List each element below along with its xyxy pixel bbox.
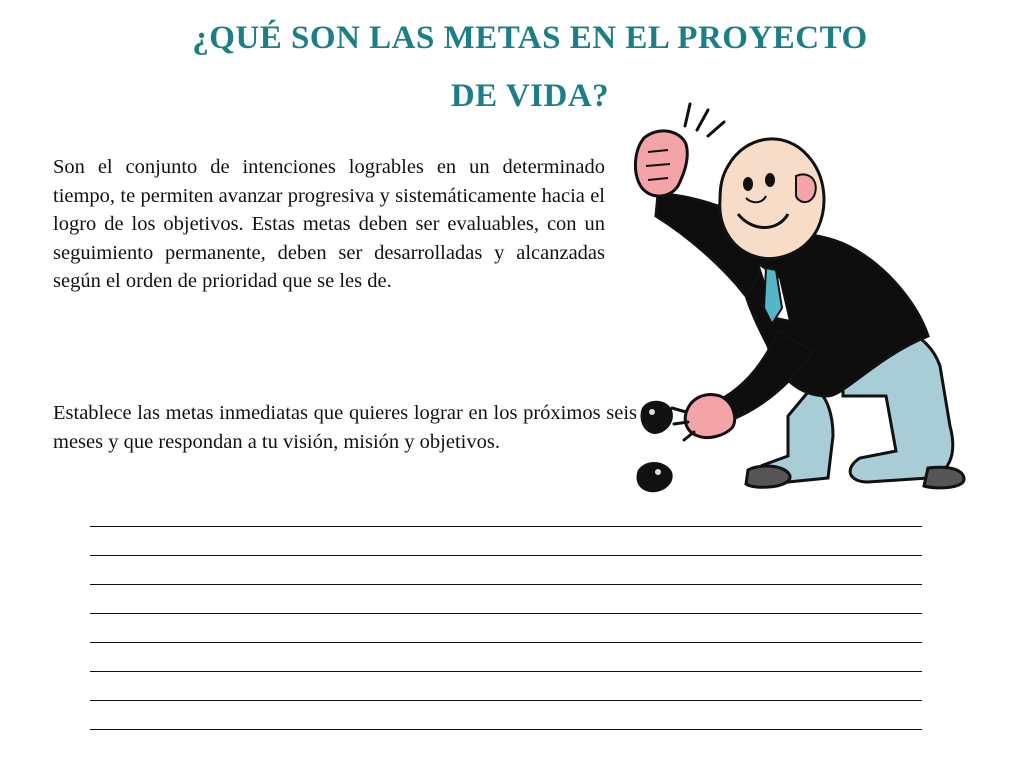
answer-line [90, 556, 922, 585]
answer-line [90, 643, 922, 672]
answer-line [90, 614, 922, 643]
answer-line [90, 701, 922, 730]
answer-line [90, 498, 922, 527]
shoe-back [924, 467, 964, 488]
shoe-front [746, 466, 790, 487]
page-title-line-1: ¿QUÉ SON LAS METAS EN EL PROYECTO [192, 20, 868, 56]
page-title-line-2: DE VIDA? [450, 78, 610, 114]
motion-lines-icon [685, 104, 724, 136]
definition-paragraph: Son el conjunto de intenciones logrables en un determinado tiempo, te permiten avanzar progresiva y sistemáticamente hacia el logro de los objetivos. Estas metas deben ser evaluables, con un seguimiento permanente, deben ser desarrolladas y alcanzadas según el orden de prioridad que se les de. [53, 156, 605, 293]
man-throwing-dice-icon [628, 96, 980, 498]
dice-icon [637, 401, 673, 493]
answer-line [90, 527, 922, 556]
open-hand [685, 395, 734, 438]
fist [635, 131, 687, 196]
answer-line [90, 585, 922, 614]
answer-line [90, 672, 922, 701]
instruction-paragraph: Establece las metas inmediatas que quieres lograr en los próximos seis meses y que respondan a tu visión, misión y objetivos. [53, 402, 637, 453]
answer-lines [90, 498, 922, 730]
ear [796, 174, 816, 202]
